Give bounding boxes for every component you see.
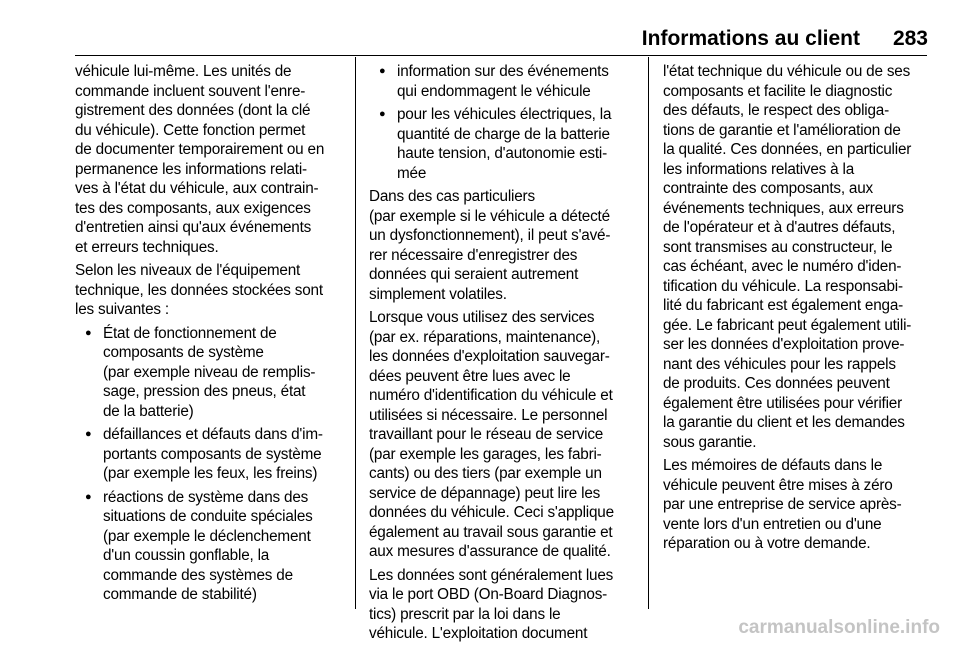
text-line: ves à l'état du véhicule, aux contrain- <box>75 180 319 197</box>
text-line: données du véhicule. Ceci s'applique <box>369 504 614 521</box>
text-line: ● défaillances et défauts dans d'im- <box>103 426 323 443</box>
text-line: permanence les informations relati- <box>75 160 307 178</box>
text-line: commande incluent souvent l'enre- <box>75 82 306 100</box>
paragraph <box>663 62 931 452</box>
text-column-3 <box>663 62 931 558</box>
text-line: les informations relatives à la <box>663 160 855 178</box>
bullet-list <box>75 324 343 605</box>
text-line: gée. Le fabricant peut également utili- <box>663 316 912 334</box>
list-item <box>75 425 343 484</box>
page-number: 283 <box>892 27 928 50</box>
text-line: par une entreprise de service après- <box>663 496 902 513</box>
text-line: de l'opérateur et à d'autres défauts, <box>663 219 896 236</box>
text-line: portants composants de système <box>103 445 322 463</box>
text-line: d'un coussin gonflable, la <box>103 547 270 564</box>
text-line: ● État de fonctionnement de <box>103 324 277 342</box>
text-line: Lorsque vous utilisez des services <box>369 309 595 326</box>
text-line: lité du fabricant est également enga- <box>663 297 904 314</box>
text-line: mée <box>397 164 427 182</box>
text-line: du véhicule). Cette fonction permet <box>75 121 306 139</box>
text-line: via le port OBD (On-Board Diagnos- <box>369 586 608 603</box>
text-line: (par exemple les garages, les fabri- <box>369 445 602 463</box>
text-line: également au travail sous garantie et <box>369 523 613 541</box>
text-line: numéro d'identification du véhicule et <box>369 387 613 404</box>
text-line: tions de garantie et l'amélioration de <box>663 121 901 139</box>
text-line: Selon les niveaux de l'équipement <box>75 262 301 279</box>
text-line: contrainte des composants, aux <box>663 180 873 197</box>
list-item <box>369 62 637 101</box>
text-line: Les mémoires de défauts dans le <box>663 457 883 474</box>
text-line: utilisées si nécessaire. Le personnel <box>369 406 608 424</box>
text-line: technique, les données stockées sont <box>75 281 323 299</box>
text-line: service de dépannage) peut lire les <box>369 484 601 502</box>
text-line: gistrement des données (dont la clé <box>75 102 311 119</box>
text-line: des défauts, le respect des obliga- <box>663 102 889 119</box>
list-item <box>369 105 637 183</box>
text-line: ser les données d'exploitation prove- <box>663 336 905 353</box>
text-line: sage, pression des pneus, état <box>103 383 306 400</box>
text-line: (par exemple niveau de remplis- <box>103 363 316 381</box>
text-line: véhicule peuvent être mises à zéro <box>663 476 893 494</box>
text-line: et erreurs techniques. <box>75 238 219 256</box>
text-column-1 <box>75 62 343 609</box>
header-rule <box>75 55 927 56</box>
text-line: données qui seraient autrement <box>369 266 579 283</box>
text-line: la qualité. Ces données, en particulier <box>663 141 912 158</box>
text-line: la garantie du client et les demandes <box>663 414 905 431</box>
text-line: commande des systèmes de <box>103 566 293 584</box>
text-line: ● information sur des événements <box>397 63 609 80</box>
column-divider-2 <box>648 57 649 609</box>
paragraph <box>369 566 637 644</box>
text-line: cas échéant, avec le numéro d'iden- <box>663 258 902 275</box>
text-line: travaillant pour le réseau de service <box>369 426 604 443</box>
text-line: ● pour les véhicules électriques, la <box>397 106 612 123</box>
text-line: composants de système <box>103 344 264 361</box>
text-line: l'état technique du véhicule ou de ses <box>663 63 911 80</box>
text-line: (par exemple les feux, les freins) <box>103 465 318 482</box>
text-line: également être utilisées pour vérifier <box>663 394 902 412</box>
text-line: les données d'exploitation sauvegar- <box>369 348 610 365</box>
section-title: Informations au client <box>641 27 860 50</box>
text-line: de documenter temporairement ou en <box>75 141 325 158</box>
text-line: véhicule lui-même. Les unités de <box>75 63 292 80</box>
column-divider-1 <box>355 57 356 609</box>
text-line: (par ex. réparations, maintenance), <box>369 328 601 346</box>
paragraph <box>75 62 343 257</box>
text-column-2 <box>369 62 637 648</box>
text-line: aux mesures d'assurance de qualité. <box>369 543 611 560</box>
text-line: véhicule. L'exploitation document <box>369 625 588 642</box>
paragraph <box>75 261 343 320</box>
text-line: événements techniques, aux erreurs <box>663 199 904 217</box>
text-line: cants) ou des tiers (par exemple un <box>369 465 602 482</box>
text-line: réparation ou à votre demande. <box>663 535 871 552</box>
text-line: tics) prescrit par la loi dans le <box>369 605 561 623</box>
text-line: commande de stabilité) <box>103 586 257 603</box>
list-item <box>75 324 343 422</box>
paragraph <box>369 187 637 304</box>
text-line: simplement volatiles. <box>369 285 507 303</box>
text-line: (par exemple si le véhicule a détecté <box>369 207 610 225</box>
text-line: de la batterie) <box>103 402 194 420</box>
text-line: de produits. Ces données peuvent <box>663 375 890 392</box>
bullet-list <box>369 62 637 183</box>
text-line: nant des véhicules pour les rappels <box>663 355 896 373</box>
paragraph <box>369 308 637 562</box>
text-line: haute tension, d'autonomie esti- <box>397 145 607 162</box>
text-line: un dysfonctionnement), il peut s'avé- <box>369 227 611 244</box>
text-line: (par exemple le déclenchement <box>103 527 311 545</box>
text-line: composants et facilite le diagnostic <box>663 82 893 100</box>
text-line: qui endommagent le véhicule <box>397 82 591 100</box>
text-line: quantité de charge de la batterie <box>397 125 610 143</box>
list-item <box>75 488 343 605</box>
text-line: sous garantie. <box>663 433 757 451</box>
text-line: Les données sont généralement lues <box>369 566 614 584</box>
text-line: rer nécessaire d'enregistrer des <box>369 246 578 264</box>
text-line: tification du véhicule. La responsabi- <box>663 277 903 295</box>
text-line: les suivantes : <box>75 301 169 318</box>
text-line: sont transmises au constructeur, le <box>663 238 893 256</box>
text-line: d'entretien ainsi qu'aux événements <box>75 219 312 236</box>
paragraph <box>663 456 931 554</box>
text-line: vente lors d'un entretien ou d'une <box>663 515 882 533</box>
text-line: Dans des cas particuliers <box>369 188 535 205</box>
watermark: carmanualsonline.info <box>738 617 940 638</box>
text-line: situations de conduite spéciales <box>103 508 313 525</box>
text-line: tes des composants, aux exigences <box>75 199 311 217</box>
text-line: ● réactions de système dans des <box>103 488 309 506</box>
text-line: dées peuvent être lues avec le <box>369 367 571 385</box>
